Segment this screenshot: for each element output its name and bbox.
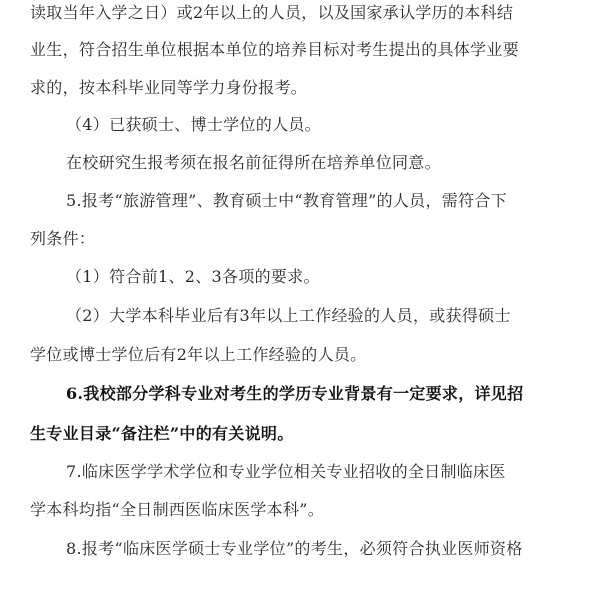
text-line-8: （1）符合前1、2、3各项的要求。 [66,267,320,286]
text-line-6: 5.报考“旅游管理”、教育硕士中“教育管理”的人员，需符合下 [66,191,507,210]
text-line-15: 8.报考“临床医学硕士专业学位”的考生，必须符合执业医师资格 [66,539,523,558]
text-line-7: 列条件： [30,229,96,248]
text-line-4: （4）已获硕士、博士学位的人员。 [66,115,321,134]
text-line-9: （2）大学本科毕业后有3年以上工作经验的人员，或获得硕士 [66,306,511,325]
text-line-5: 在校研究生报考须在报名前征得所在培养单位同意。 [66,153,441,172]
text-line-1: 读取当年入学之日）或2年以上的人员，以及国家承认学历的本科结 [30,3,514,22]
text-line-11-bold: 6.我校部分学科专业对考生的学历专业背景有一定要求，详见招 [66,384,524,403]
text-line-10: 学位或博士学位后有2年以上工作经验的人员。 [30,345,367,364]
text-line-12-bold: 生专业目录“备注栏”中的有关说明。 [30,424,294,443]
text-line-14: 学本科均指“全日制西医临床医学本科”。 [30,500,325,519]
text-line-13: 7.临床医学学术学位和专业学位相关专业招收的全日制临床医 [66,462,506,481]
text-line-2: 业生，符合招生单位根据本单位的培养目标对考生提出的具体学业要 [30,40,520,59]
text-line-3: 求的，按本科毕业同等学力身份报考。 [30,78,308,97]
